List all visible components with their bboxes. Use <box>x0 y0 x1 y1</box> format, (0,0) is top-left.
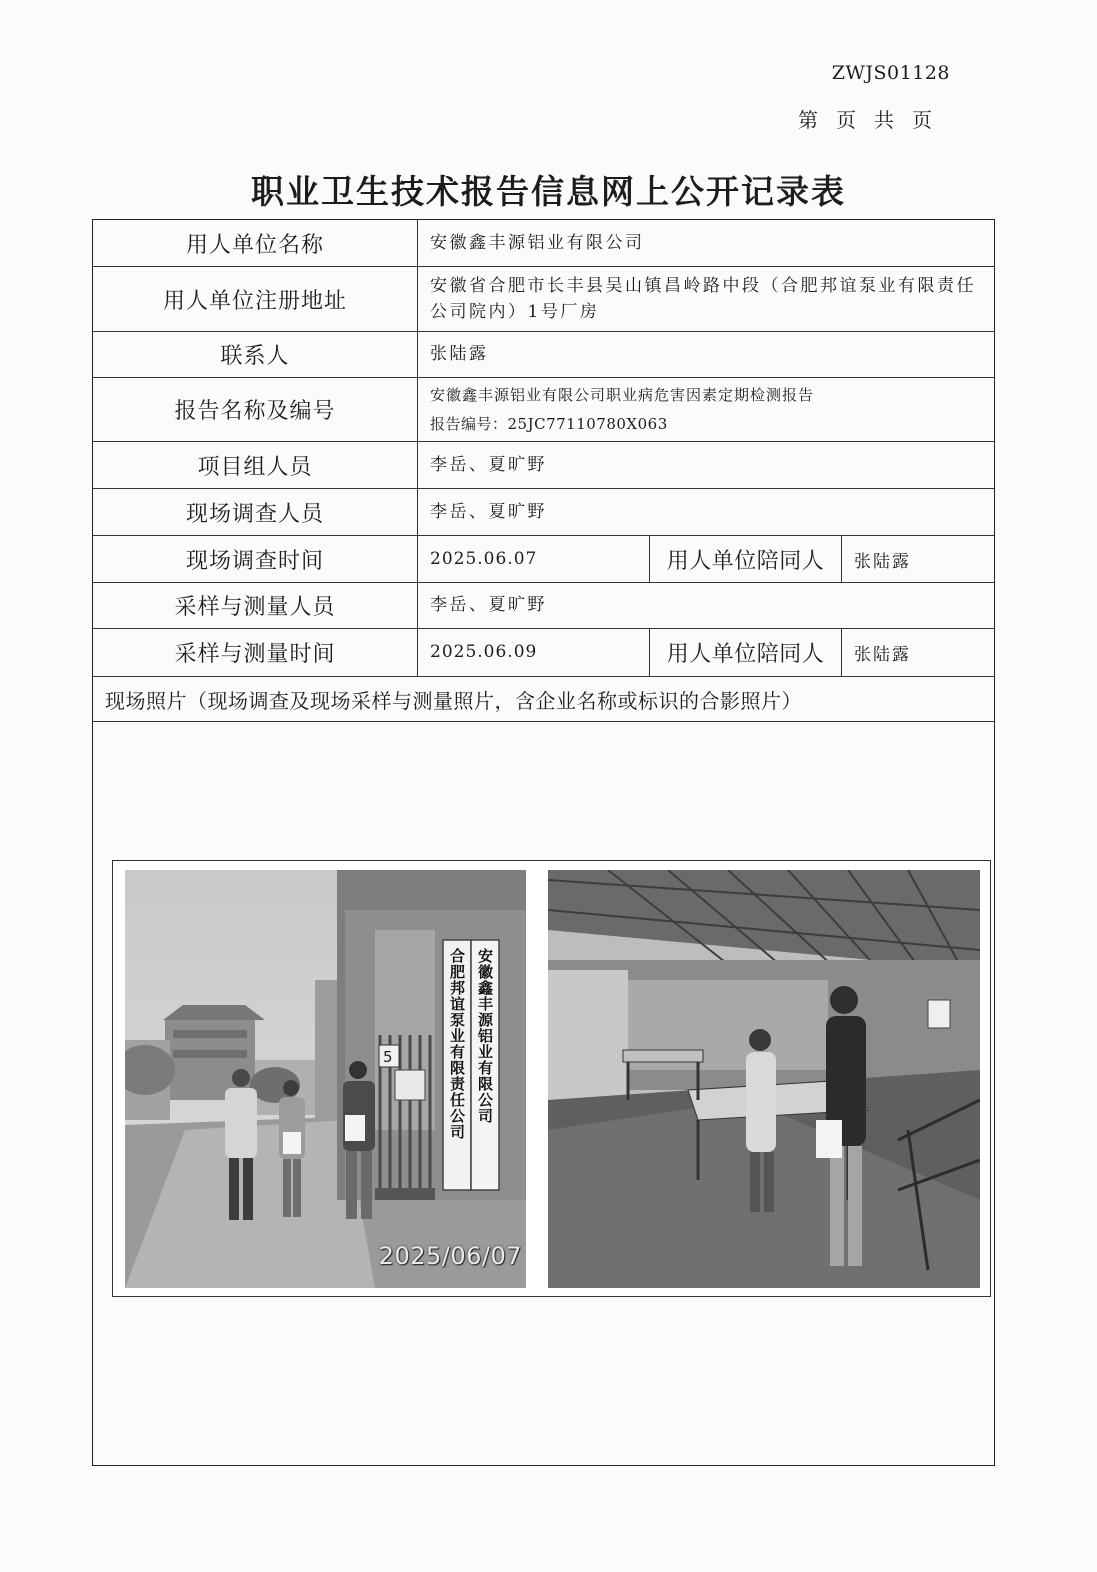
unit-address-value: 安徽省合肥市长丰县吴山镇昌岭路中段（合肥邦谊泵业有限责任公司院内）1号厂房 <box>430 275 976 322</box>
page-title: 职业卫生技术报告信息网上公开记录表 <box>251 172 846 211</box>
project-team-value: 李岳、夏旷野 <box>430 454 547 475</box>
survey-companion-label: 用人单位陪同人 <box>650 536 842 582</box>
sampling-staff-value: 李岳、夏旷野 <box>430 595 547 616</box>
gate-number: 5 <box>383 1048 393 1066</box>
survey-companion-value: 张陆露 <box>854 551 911 572</box>
sampling-time-label: 采样与测量时间 <box>93 629 418 676</box>
row-unit-address <box>93 267 994 332</box>
sampling-companion-label: 用人单位陪同人 <box>650 629 842 676</box>
unit-name-value: 安徽鑫丰源铝业有限公司 <box>430 232 645 253</box>
row-sampling-staff <box>93 583 994 629</box>
gate-sign-company: 安徽鑫丰源铝业有限公司 <box>476 948 494 1124</box>
photos-caption: 现场照片（现场调查及现场采样与测量照片，含企业名称或标识的合影照片） <box>105 688 802 713</box>
row-photos-caption <box>93 677 994 722</box>
survey-time-value: 2025.06.07 <box>418 536 650 582</box>
project-team-label: 项目组人员 <box>93 442 418 488</box>
report-value <box>418 378 994 441</box>
survey-time-label: 现场调查时间 <box>93 536 418 582</box>
survey-staff-label: 现场调查人员 <box>93 489 418 535</box>
row-contact <box>93 332 994 378</box>
unit-name-label: 用人单位名称 <box>93 220 418 266</box>
unit-address-label: 用人单位注册地址 <box>93 267 418 331</box>
row-sampling-time <box>93 629 994 677</box>
sampling-companion-value: 张陆露 <box>854 645 911 665</box>
workshop-photo-image <box>548 870 980 1288</box>
report-name: 安徽鑫丰源铝业有限公司职业病危害因素定期检测报告 <box>430 386 815 404</box>
row-report <box>93 378 994 442</box>
sampling-time-value: 2025.06.09 <box>418 629 650 676</box>
report-number: 报告编号：25JC77110780X063 <box>430 414 668 433</box>
photo-panel <box>112 860 991 1297</box>
record-table <box>92 219 995 1466</box>
photo-timestamp: 2025/06/07 <box>378 1242 522 1270</box>
contact-label: 联系人 <box>93 332 418 377</box>
row-survey-time <box>93 536 994 583</box>
contact-value: 张陆露 <box>430 344 489 365</box>
document-code: ZWJS01128 <box>831 62 950 84</box>
sampling-staff-label: 采样与测量人员 <box>93 583 418 628</box>
workshop-photo <box>548 870 980 1288</box>
page-counter: 第页共页 <box>798 108 950 132</box>
row-project-team <box>93 442 994 489</box>
row-survey-staff <box>93 489 994 536</box>
row-unit-name <box>93 220 994 267</box>
group-photo <box>125 870 526 1288</box>
survey-staff-value: 李岳、夏旷野 <box>430 501 547 522</box>
gate-sign-host: 合肥邦谊泵业有限责任公司 <box>448 948 466 1140</box>
report-label: 报告名称及编号 <box>93 378 418 441</box>
